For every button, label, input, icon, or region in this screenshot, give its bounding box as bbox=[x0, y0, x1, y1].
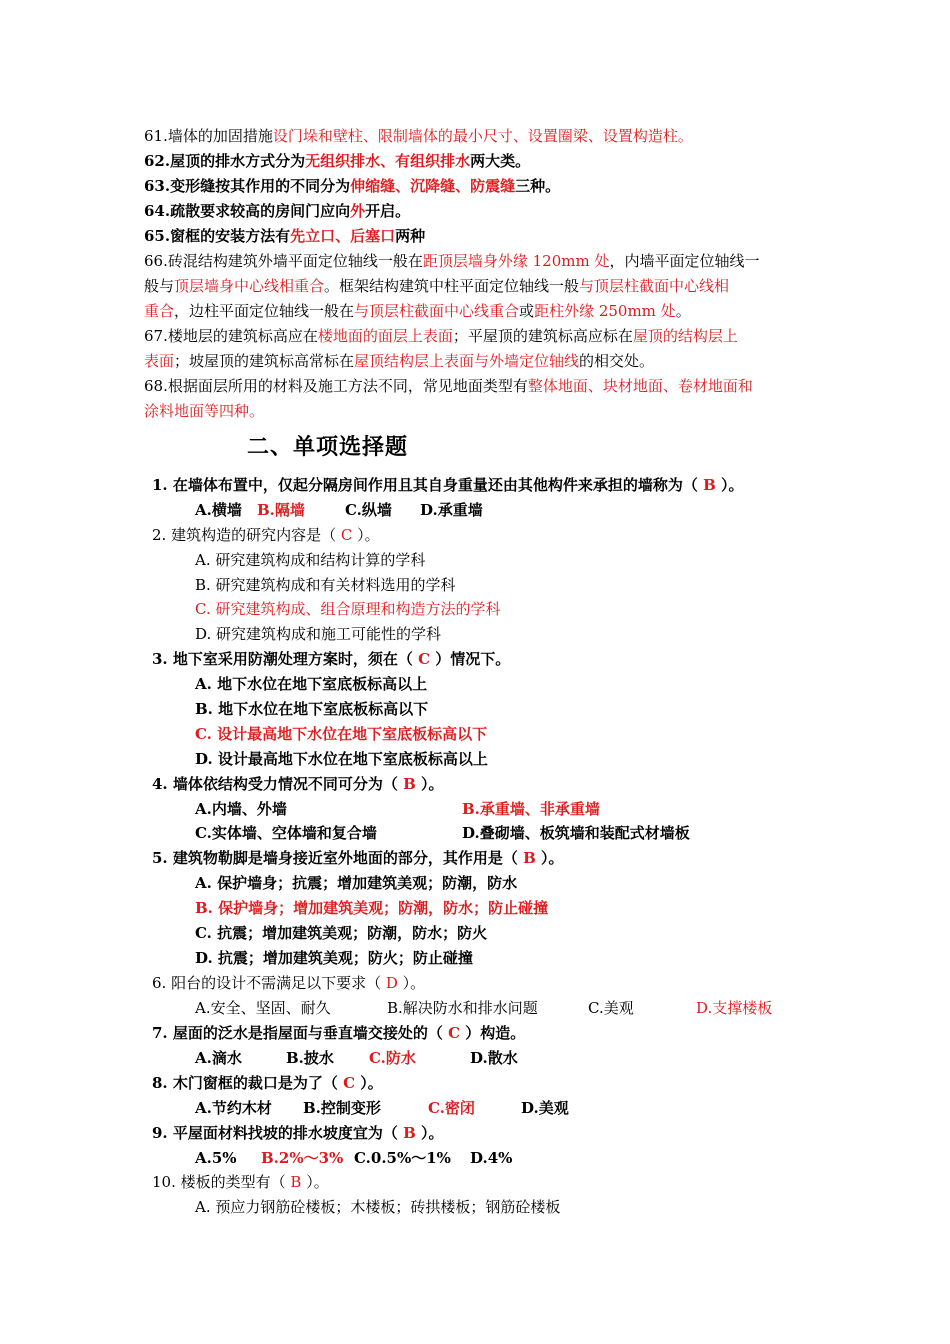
answer-text: 表面 bbox=[144, 352, 175, 370]
question-text: 或 bbox=[519, 302, 535, 320]
mc-option-5b: B. 保护墙身；增加建筑美观；防潮，防水；防止碰撞 bbox=[195, 899, 549, 917]
mc-question-4 bbox=[152, 772, 444, 797]
answer-text: 与顶层柱截面中心线相 bbox=[579, 277, 730, 295]
fill-question-65 bbox=[144, 224, 425, 249]
question-text: ；平屋顶的建筑标高应标在 bbox=[452, 327, 633, 345]
mc-option-1b: B.隔墙 bbox=[257, 501, 305, 519]
fill-question-61 bbox=[144, 124, 693, 149]
answer-text: 重合 bbox=[144, 302, 175, 320]
mc-question-7 bbox=[152, 1021, 525, 1046]
answer-text: 伸缩缝、沉降缝、防震缝 bbox=[350, 177, 516, 195]
answer-text: 涂料地面等四种。 bbox=[144, 402, 265, 420]
mc-option-4d: D.叠砌墙、板筑墙和装配式材墙板 bbox=[462, 824, 690, 842]
fill-question-63 bbox=[144, 174, 560, 199]
mc-option-6a: A.安全、坚固、耐久 bbox=[195, 999, 331, 1017]
question-stem: ）构造。 bbox=[465, 1024, 526, 1042]
mc-question-10 bbox=[152, 1170, 329, 1195]
mc-option-8a: A.节约木材 bbox=[195, 1099, 272, 1117]
question-stem: ）。 bbox=[721, 476, 744, 494]
mc-option-9b: B.2%～3% bbox=[261, 1149, 344, 1167]
question-text: 两种 bbox=[395, 227, 426, 245]
question-stem: 1. 在墙体布置中，仅起分隔房间作用且其自身重量还由其他构件来承担的墙称为（ bbox=[152, 476, 698, 494]
answer-text: 外 bbox=[350, 202, 366, 220]
question-stem: ）。 bbox=[421, 775, 444, 793]
mc-option-2d: D. 研究建筑构成和施工可能性的学科 bbox=[195, 625, 442, 643]
fill-question-67-line-2 bbox=[144, 349, 654, 374]
section-title: 二、单项选择题 bbox=[247, 434, 409, 460]
mc-option-7d: D.散水 bbox=[470, 1049, 518, 1067]
answer-letter: B bbox=[517, 849, 542, 867]
question-stem: 2. 建筑构造的研究内容是（ bbox=[152, 526, 337, 544]
question-text: 68.根据面层所用的材料及施工方法不同，常见地面类型有 bbox=[144, 377, 528, 395]
fill-question-68-line-2 bbox=[144, 399, 264, 424]
answer-letter: C bbox=[337, 1074, 361, 1092]
question-text: 。 bbox=[675, 302, 691, 320]
mc-option-5c: C. 抗震；增加建筑美观；防潮，防水；防火 bbox=[195, 924, 488, 942]
question-stem: ）。 bbox=[357, 526, 380, 544]
question-text: ；坡屋顶的建筑标高常标在 bbox=[174, 352, 355, 370]
question-stem: ）情况下。 bbox=[435, 650, 511, 668]
mc-option-6c: C.美观 bbox=[588, 999, 634, 1017]
mc-option-7c: C.防水 bbox=[369, 1049, 416, 1067]
mc-option-3a: A. 地下水位在地下室底板标高以上 bbox=[195, 675, 428, 693]
question-text: 62.屋顶的排水方式分为 bbox=[144, 152, 306, 170]
question-stem: ）。 bbox=[421, 1124, 444, 1142]
mc-question-8 bbox=[152, 1071, 383, 1096]
question-stem: 7. 屋面的泛水是指屋面与垂直墙交接处的（ bbox=[152, 1024, 443, 1042]
mc-option-8d: D.美观 bbox=[521, 1099, 569, 1117]
answer-text: 与顶层柱截面中心线重合 bbox=[354, 302, 520, 320]
answer-letter: B bbox=[397, 775, 422, 793]
mc-option-1d: D.承重墙 bbox=[420, 501, 483, 519]
question-stem: ）。 bbox=[306, 1173, 329, 1191]
mc-question-3 bbox=[152, 647, 510, 672]
question-stem: ）。 bbox=[541, 849, 564, 867]
fill-question-64 bbox=[144, 199, 410, 224]
question-text: 般与 bbox=[144, 277, 175, 295]
answer-letter: C bbox=[442, 1024, 466, 1042]
question-stem: 5. 建筑物勒脚是墙身接近室外地面的部分，其作用是（ bbox=[152, 849, 518, 867]
mc-option-1c: C.纵墙 bbox=[345, 501, 392, 519]
mc-option-5a: A. 保护墙身；抗震；增加建筑美观；防潮，防水 bbox=[195, 874, 518, 892]
answer-text: 屋顶的结构层上 bbox=[632, 327, 738, 345]
answer-letter: B bbox=[697, 476, 722, 494]
mc-option-2b: B. 研究建筑构成和有关材料选用的学科 bbox=[195, 576, 456, 594]
question-stem: 4. 墙体依结构受力情况不同可分为（ bbox=[152, 775, 398, 793]
question-text: ，内墙平面定位轴线一 bbox=[609, 252, 760, 270]
mc-question-2 bbox=[152, 523, 380, 548]
answer-letter: B bbox=[285, 1173, 307, 1191]
mc-option-6b: B.解决防水和排水问题 bbox=[387, 999, 538, 1017]
answer-letter: C bbox=[336, 526, 358, 544]
answer-text: 屋顶结构层上表面与外墙定位轴线 bbox=[354, 352, 580, 370]
mc-option-2a: A. 研究建筑构成和结构计算的学科 bbox=[195, 551, 426, 569]
mc-option-3d: D. 设计最高地下水位在地下室底板标高以上 bbox=[195, 750, 488, 768]
question-stem: 9. 平屋面材料找坡的排水坡度宜为（ bbox=[152, 1124, 398, 1142]
fill-question-66-line-1 bbox=[144, 249, 760, 274]
mc-option-7a: A.滴水 bbox=[195, 1049, 242, 1067]
question-stem: ）。 bbox=[360, 1074, 383, 1092]
mc-option-6d: D.支撑楼板 bbox=[696, 999, 773, 1017]
question-text: 三种。 bbox=[515, 177, 561, 195]
mc-question-6 bbox=[152, 971, 425, 996]
fill-question-67-line-1 bbox=[144, 324, 738, 349]
mc-option-9d: D.4% bbox=[470, 1149, 513, 1167]
question-text: 61.墙体的加固措施 bbox=[144, 127, 273, 145]
mc-option-4c: C.实体墙、空体墙和复合墙 bbox=[195, 824, 377, 842]
answer-letter: D bbox=[381, 974, 403, 992]
mc-option-8b: B.控制变形 bbox=[303, 1099, 381, 1117]
question-text: 两大类。 bbox=[470, 152, 531, 170]
question-text: 的相交处。 bbox=[579, 352, 655, 370]
mc-option-1a: A.横墙 bbox=[195, 501, 242, 519]
question-stem: 3. 地下室采用防潮处理方案时，须在（ bbox=[152, 650, 413, 668]
fill-question-68-line-1 bbox=[144, 374, 753, 399]
mc-option-4b: B.承重墙、非承重墙 bbox=[462, 800, 600, 818]
answer-letter: C bbox=[412, 650, 436, 668]
answer-text: 先立口、后塞口 bbox=[290, 227, 396, 245]
question-text: 。框架结构建筑中柱平面定位轴线一般 bbox=[324, 277, 580, 295]
answer-text: 设门垛和壁柱、限制墙体的最小尺寸、设置圈梁、设置构造柱。 bbox=[272, 127, 693, 145]
mc-question-5 bbox=[152, 846, 564, 871]
question-text: 66.砖混结构建筑外墙平面定位轴线一般在 bbox=[144, 252, 423, 270]
mc-option-10a: A. 预应力钢筋砼楼板；木楼板；砖拱楼板；钢筋砼楼板 bbox=[195, 1198, 561, 1216]
fill-question-66-line-2 bbox=[144, 274, 729, 299]
answer-text: 整体地面、块材地面、卷材地面和 bbox=[527, 377, 753, 395]
question-text: 63.变形缝按其作用的不同分为 bbox=[144, 177, 351, 195]
question-text: 65.窗框的安装方法有 bbox=[144, 227, 291, 245]
question-text: 67.楼地层的建筑标高应在 bbox=[144, 327, 318, 345]
mc-option-2c: C. 研究建筑构成、组合原理和构造方法的学科 bbox=[195, 600, 501, 618]
mc-option-3c: C. 设计最高地下水位在地下室底板标高以下 bbox=[195, 725, 488, 743]
mc-question-9 bbox=[152, 1121, 444, 1146]
fill-question-62 bbox=[144, 149, 530, 174]
question-text: 开启。 bbox=[365, 202, 411, 220]
answer-text: 距顶层墙身外缘 120mm 处 bbox=[422, 252, 610, 270]
question-stem: ）。 bbox=[402, 974, 426, 992]
question-text: ，边柱平面定位轴线一般在 bbox=[174, 302, 355, 320]
mc-option-9c: C.0.5%～1% bbox=[354, 1149, 451, 1167]
answer-text: 距柱外缘 250mm 处 bbox=[534, 302, 676, 320]
question-stem: 8. 木门窗框的裁口是为了（ bbox=[152, 1074, 338, 1092]
question-stem: 10. 楼板的类型有（ bbox=[152, 1173, 286, 1191]
question-text: 64.疏散要求较高的房间门应向 bbox=[144, 202, 351, 220]
fill-question-66-line-3 bbox=[144, 299, 691, 324]
answer-text: 无组织排水、有组织排水 bbox=[305, 152, 471, 170]
answer-letter: B bbox=[397, 1124, 422, 1142]
mc-option-8c: C.密闭 bbox=[428, 1099, 475, 1117]
mc-option-7b: B.披水 bbox=[286, 1049, 334, 1067]
mc-question-1 bbox=[152, 473, 744, 498]
answer-text: 顶层墙身中心线相重合 bbox=[174, 277, 325, 295]
mc-option-4a: A.内墙、外墙 bbox=[195, 800, 287, 818]
question-stem: 6. 阳台的设计不需满足以下要求（ bbox=[152, 974, 382, 992]
answer-text: 楼地面的面层上表面 bbox=[317, 327, 453, 345]
mc-option-5d: D. 抗震；增加建筑美观；防火；防止碰撞 bbox=[195, 949, 473, 967]
mc-option-3b: B. 地下水位在地下室底板标高以下 bbox=[195, 700, 429, 718]
mc-option-9a: A.5% bbox=[195, 1149, 237, 1167]
